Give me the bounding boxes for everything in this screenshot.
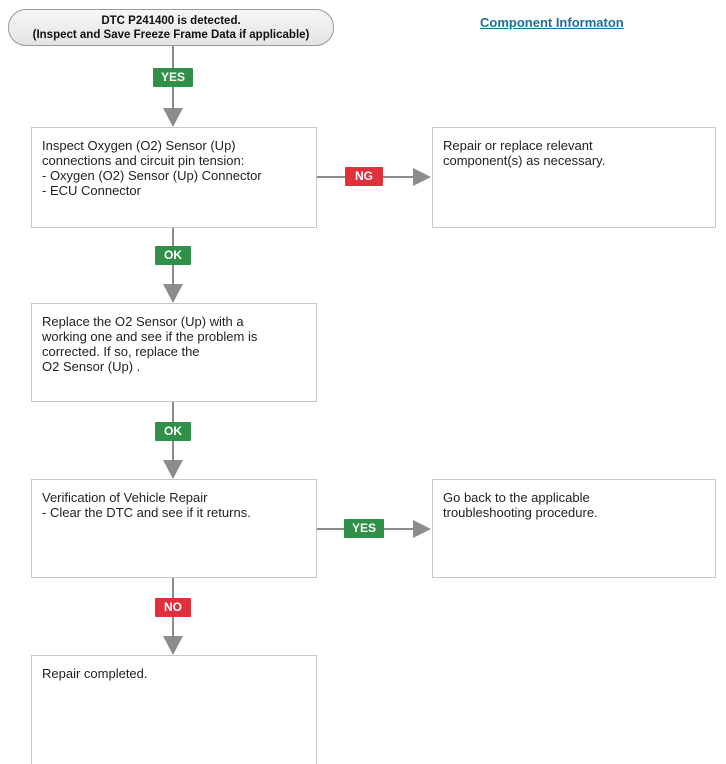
arrowhead-down-4	[163, 636, 183, 655]
arrowhead-right-1	[413, 168, 431, 186]
step-line: Verification of Vehicle Repair	[42, 490, 208, 505]
step-line: troubleshooting procedure.	[443, 505, 598, 520]
step-line: - Oxygen (O2) Sensor (Up) Connector	[42, 168, 262, 183]
step-repair-or-replace	[432, 127, 716, 228]
arrowhead-down-2	[163, 284, 183, 303]
start-node-dtc-detected	[8, 9, 334, 46]
step-line: Replace the O2 Sensor (Up) with a	[42, 314, 244, 329]
start-line-2: (Inspect and Save Freeze Frame Data if applicable)	[32, 28, 310, 41]
step-line: - Clear the DTC and see if it returns.	[42, 505, 251, 520]
step-replace-o2-sensor	[31, 303, 317, 402]
step-repair-completed	[31, 655, 317, 764]
step-line: working one and see if the problem is	[42, 329, 258, 344]
step-line: Go back to the applicable	[443, 490, 590, 505]
arrowhead-right-2	[413, 520, 431, 538]
step-line: connections and circuit pin tension:	[42, 153, 245, 168]
step-line: Inspect Oxygen (O2) Sensor (Up)	[42, 138, 236, 153]
step-inspect-connections	[31, 127, 317, 228]
step-go-back-to-procedure	[432, 479, 716, 578]
step-line: Repair or replace relevant	[443, 138, 593, 153]
step-line: Repair completed.	[42, 666, 148, 681]
component-information-link[interactable]: Component Informaton	[480, 15, 624, 30]
tag-ng-inspect: NG	[345, 167, 383, 186]
arrowhead-down-3	[163, 460, 183, 479]
step-verification-of-repair	[31, 479, 317, 578]
arrowhead-down-1	[163, 108, 183, 127]
tag-ok-inspect: OK	[155, 246, 191, 265]
tag-ok-replace: OK	[155, 422, 191, 441]
tag-yes-verification: YES	[344, 519, 384, 538]
tag-yes-start: YES	[153, 68, 193, 87]
tag-no-verification: NO	[155, 598, 191, 617]
step-line: - ECU Connector	[42, 183, 141, 198]
step-line: corrected. If so, replace the	[42, 344, 200, 359]
step-line: component(s) as necessary.	[443, 153, 606, 168]
start-line-1: DTC P241400 is detected.	[101, 14, 241, 27]
step-line: O2 Sensor (Up) .	[42, 359, 141, 374]
